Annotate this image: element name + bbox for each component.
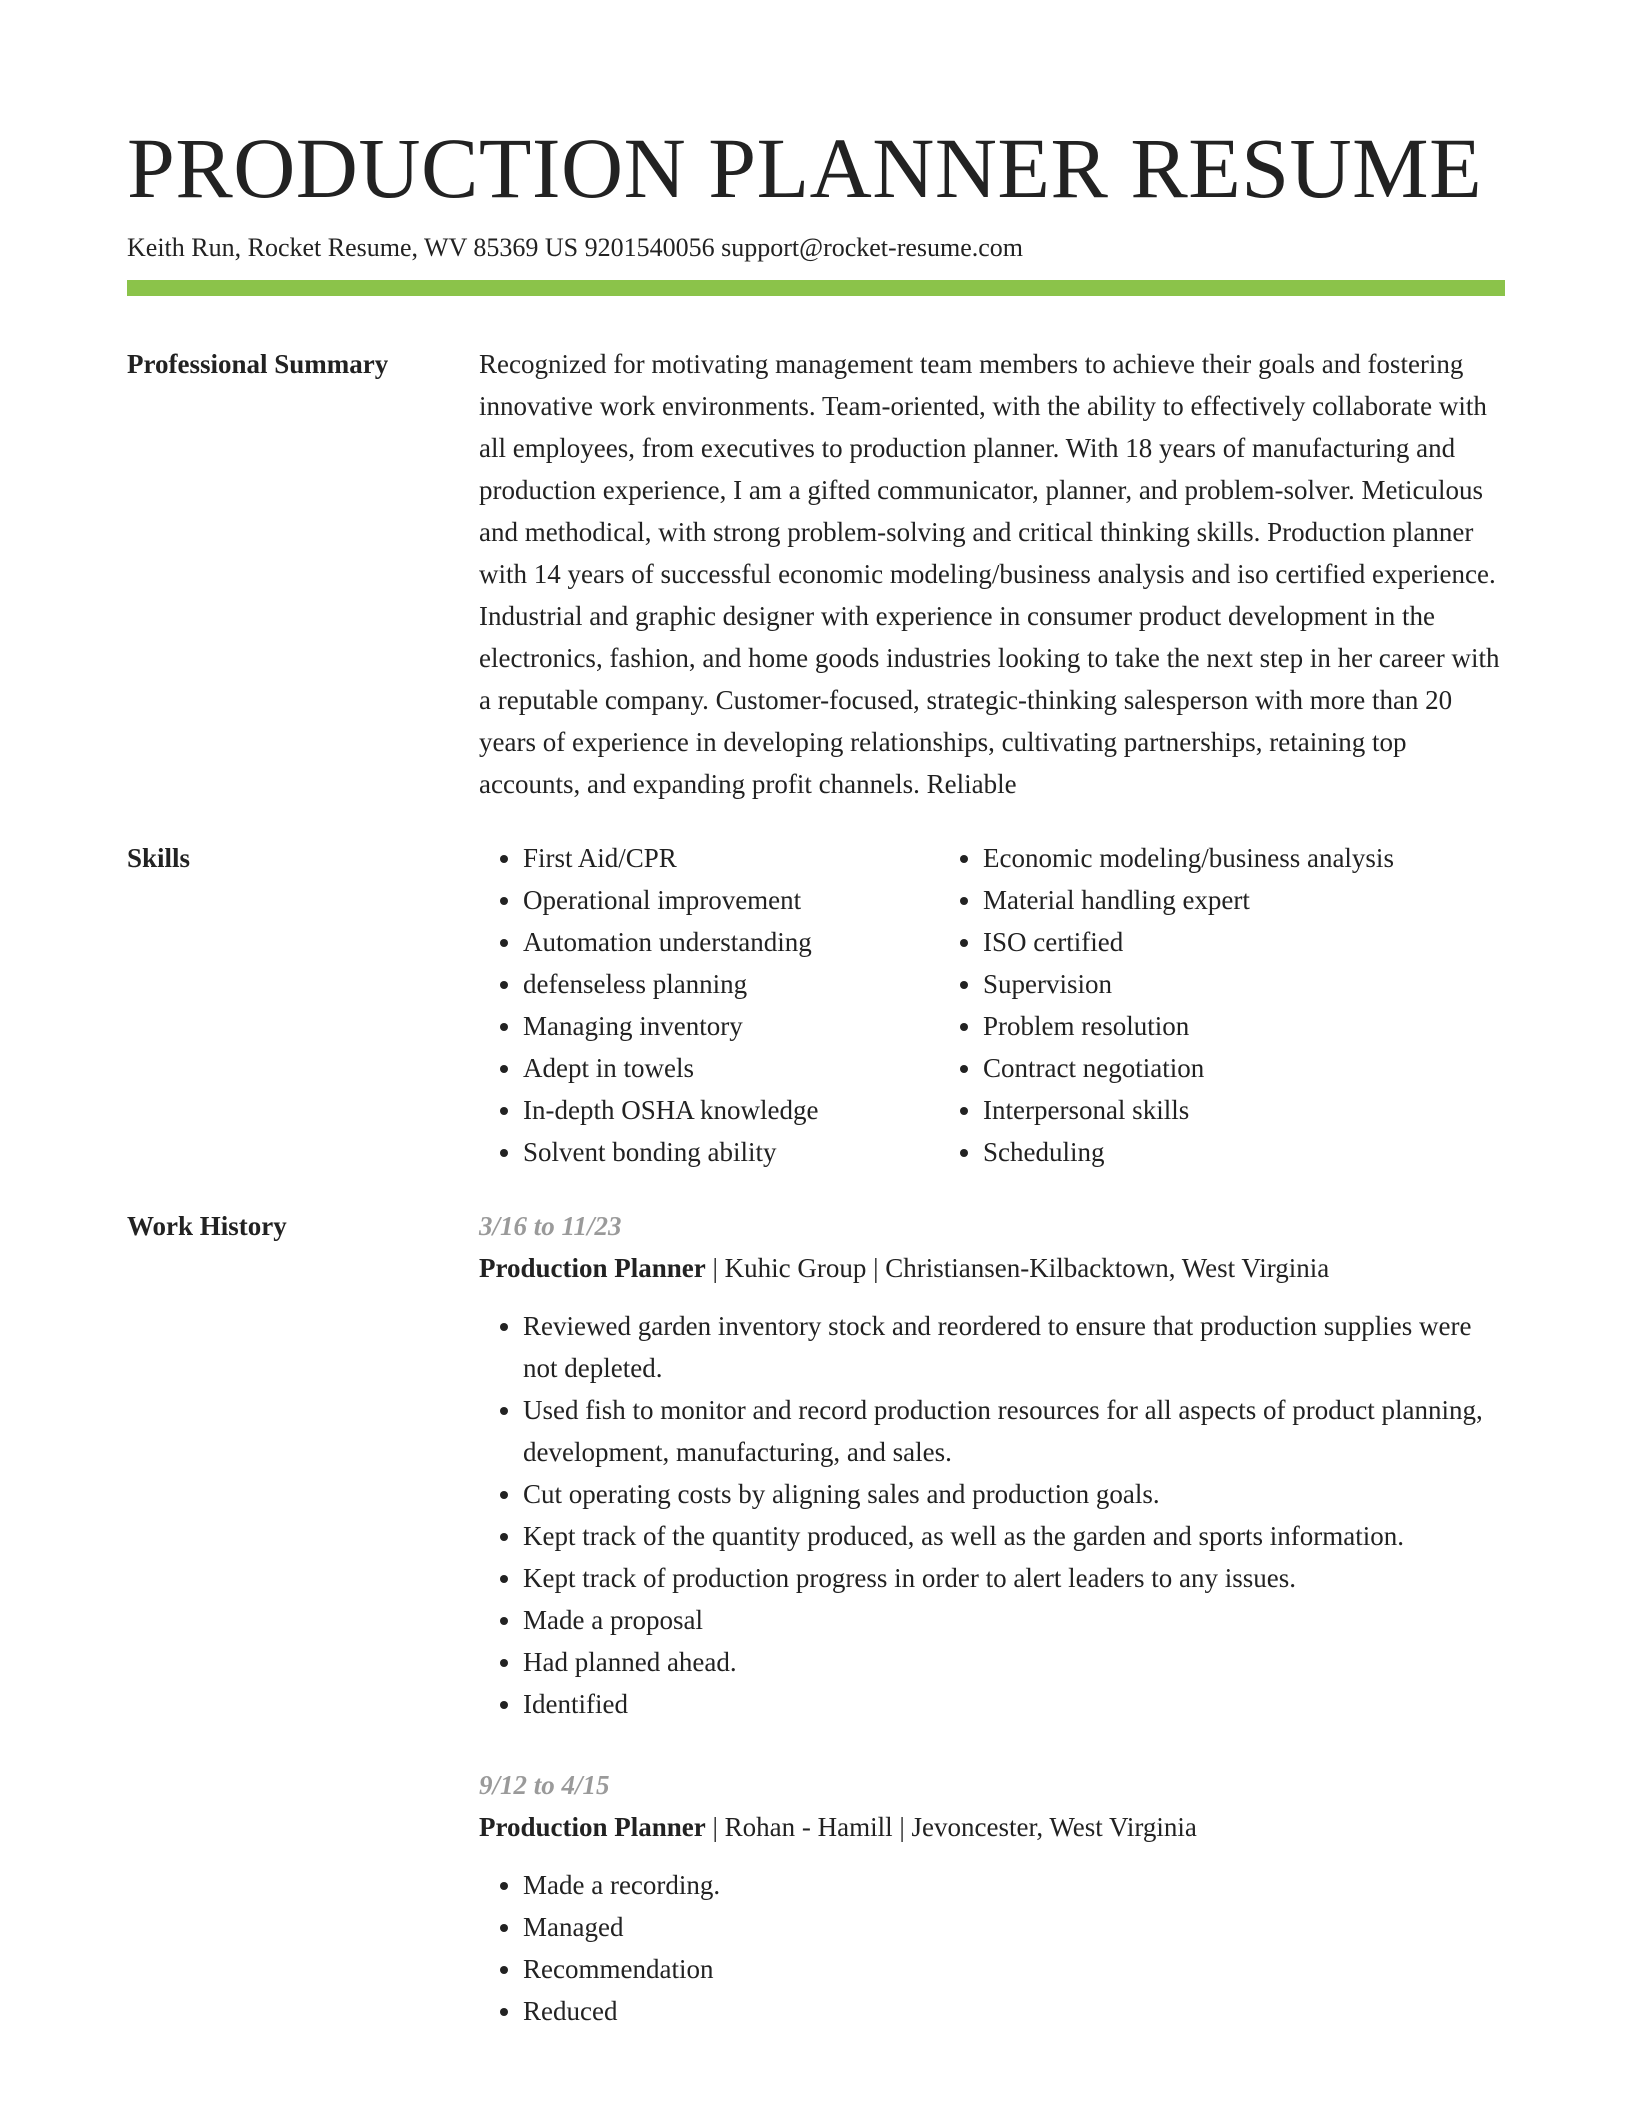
- skills-list-right: [939, 837, 1505, 1173]
- skill-item: • Contract negotiation: [983, 1047, 1505, 1089]
- work-history-section: [127, 1205, 1505, 2032]
- skills-section: [127, 837, 1505, 1173]
- skill-item: • Solvent bonding ability: [523, 1131, 939, 1173]
- job-bullet: • Kept track of the quantity produced, as well as the garden and sports information.: [523, 1515, 1505, 1557]
- job-bullet: • Recommendation: [523, 1948, 1505, 1990]
- job-bullet: • Identified: [523, 1683, 1505, 1725]
- job-bullet: • Had planned ahead.: [523, 1641, 1505, 1683]
- skill-item: • Automation understanding: [523, 921, 939, 963]
- job-entry: [479, 1764, 1505, 2032]
- job-bullet-list: [479, 1305, 1505, 1725]
- job-bullet: • Made a proposal: [523, 1599, 1505, 1641]
- job-bullet: • Managed: [523, 1906, 1505, 1948]
- contact-line: Keith Run, Rocket Resume, WV 85369 US 9201540056 support@rocket-resume.com: [127, 233, 1024, 262]
- work-history-heading: Work History: [127, 1211, 287, 1241]
- job-title: Production Planner: [479, 1812, 706, 1842]
- skills-list-left: [479, 837, 939, 1173]
- skill-item: • First Aid/CPR: [523, 837, 939, 879]
- skill-item: • Interpersonal skills: [983, 1089, 1505, 1131]
- skill-item: • defenseless planning: [523, 963, 939, 1005]
- skill-item: • Scheduling: [983, 1131, 1505, 1173]
- job-details: | Rohan - Hamill | Jevoncester, West Virginia: [705, 1812, 1197, 1842]
- job-dates: 3/16 to 11/23: [479, 1211, 622, 1241]
- job-title: Production Planner: [479, 1253, 706, 1283]
- job-bullet: • Reduced: [523, 1990, 1505, 2032]
- job-heading: [479, 1806, 1505, 1848]
- job-bullet: • Made a recording.: [523, 1864, 1505, 1906]
- skill-item: • Economic modeling/business analysis: [983, 837, 1505, 879]
- skill-item: • Managing inventory: [523, 1005, 939, 1047]
- skills-heading: Skills: [127, 843, 191, 873]
- job-details: | Kuhic Group | Christiansen-Kilbacktown, West Virginia: [705, 1253, 1330, 1283]
- skill-item: • In-depth OSHA knowledge: [523, 1089, 939, 1131]
- summary-text: Recognized for motivating management team members to achieve their goals and fostering innovative work environments. Team-oriented, with the ability to effectively collaborate with all employees, from executives to production planner. With 18 years of manufacturing and production experience, I am a gifted communicator, planner, and problem-solver. Meticulous and methodical, with strong problem-solving and critical thinking skills. Production planner with 14 years of successful economic modeling/business analysis and iso certified experience. Industrial and graphic designer with experience in consumer product development in the electronics, fashion, and home goods industries looking to take the next step in her career with a reputable company. Customer-focused, strategic-thinking salesperson with more than 20 years of experience in developing relationships, cultivating partnerships, retaining top accounts, and expanding profit channels. Reliable: [479, 349, 1500, 799]
- header-divider: [127, 280, 1505, 296]
- job-bullet: • Cut operating costs by aligning sales and production goals.: [523, 1473, 1505, 1515]
- skill-item: • Adept in towels: [523, 1047, 939, 1089]
- skill-item: • Problem resolution: [983, 1005, 1505, 1047]
- job-bullet: • Reviewed garden inventory stock and reordered to ensure that production supplies were not depleted.: [523, 1305, 1505, 1389]
- skill-item: • Supervision: [983, 963, 1505, 1005]
- job-bullet: • Used fish to monitor and record production resources for all aspects of product planning, development, manufacturing, and sales.: [523, 1389, 1505, 1473]
- job-dates: 9/12 to 4/15: [479, 1770, 610, 1800]
- job-bullet-list: [479, 1864, 1505, 2032]
- summary-section: [127, 343, 1505, 805]
- skill-item: • Material handling expert: [983, 879, 1505, 921]
- resume-title: PRODUCTION PLANNER RESUME: [127, 120, 1483, 216]
- job-bullet: • Kept track of production progress in order to alert leaders to any issues.: [523, 1557, 1505, 1599]
- skill-item: • Operational improvement: [523, 879, 939, 921]
- summary-heading: Professional Summary: [127, 349, 389, 379]
- job-entry: [479, 1205, 1505, 1725]
- skill-item: • ISO certified: [983, 921, 1505, 963]
- job-heading: [479, 1247, 1505, 1289]
